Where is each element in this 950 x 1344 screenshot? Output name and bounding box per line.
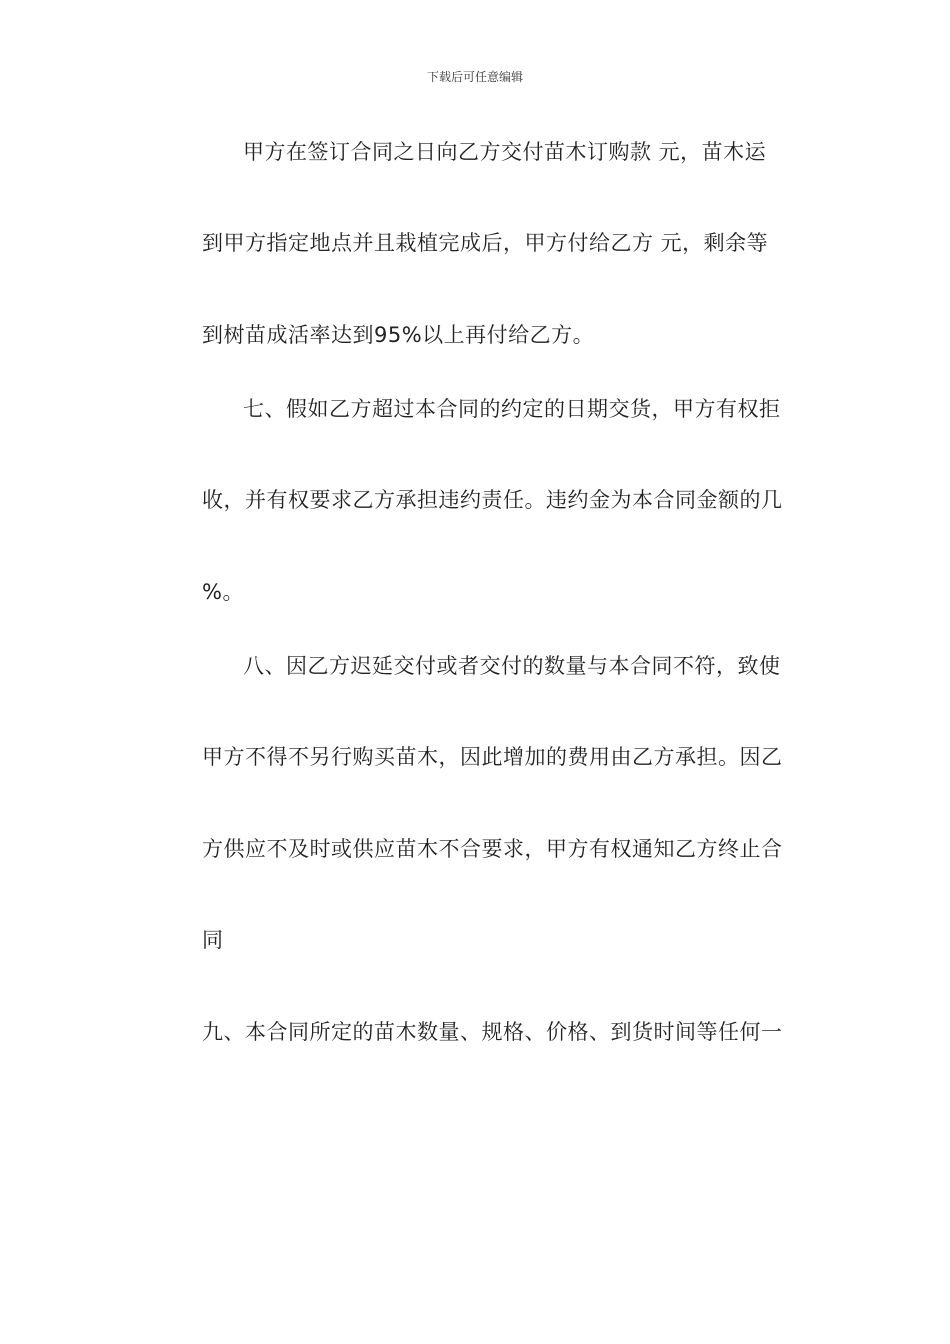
paragraph-line-10: 同 <box>202 928 224 952</box>
paragraph-line-1: 甲方在签订合同之日向乙方交付苗木订购款 元，苗木运 <box>243 140 767 164</box>
paragraph-line-3: 到树苗成活率达到95%以上再付给乙方。 <box>202 323 595 347</box>
page-header-note: 下载后可任意编辑 <box>426 70 523 84</box>
paragraph-line-7: 八、因乙方迟延交付或者交付的数量与本合同不符，致使 <box>243 654 781 678</box>
paragraph-line-6: %。 <box>202 580 244 604</box>
paragraph-line-11: 九、本合同所定的苗木数量、规格、价格、到货时间等任何一 <box>202 1020 783 1044</box>
paragraph-line-2: 到甲方指定地点并且栽植完成后，甲方付给乙方 元，剩余等 <box>202 231 769 255</box>
paragraph-line-8: 甲方不得不另行购买苗木，因此增加的费用由乙方承担。因乙 <box>202 745 783 769</box>
paragraph-line-5: 收，并有权要求乙方承担违约责任。违约金为本合同金额的几 <box>202 488 783 512</box>
paragraph-line-4: 七、假如乙方超过本合同的约定的日期交货，甲方有权拒 <box>243 397 781 421</box>
paragraph-line-9: 方供应不及时或供应苗木不合要求，甲方有权通知乙方终止合 <box>202 837 783 861</box>
